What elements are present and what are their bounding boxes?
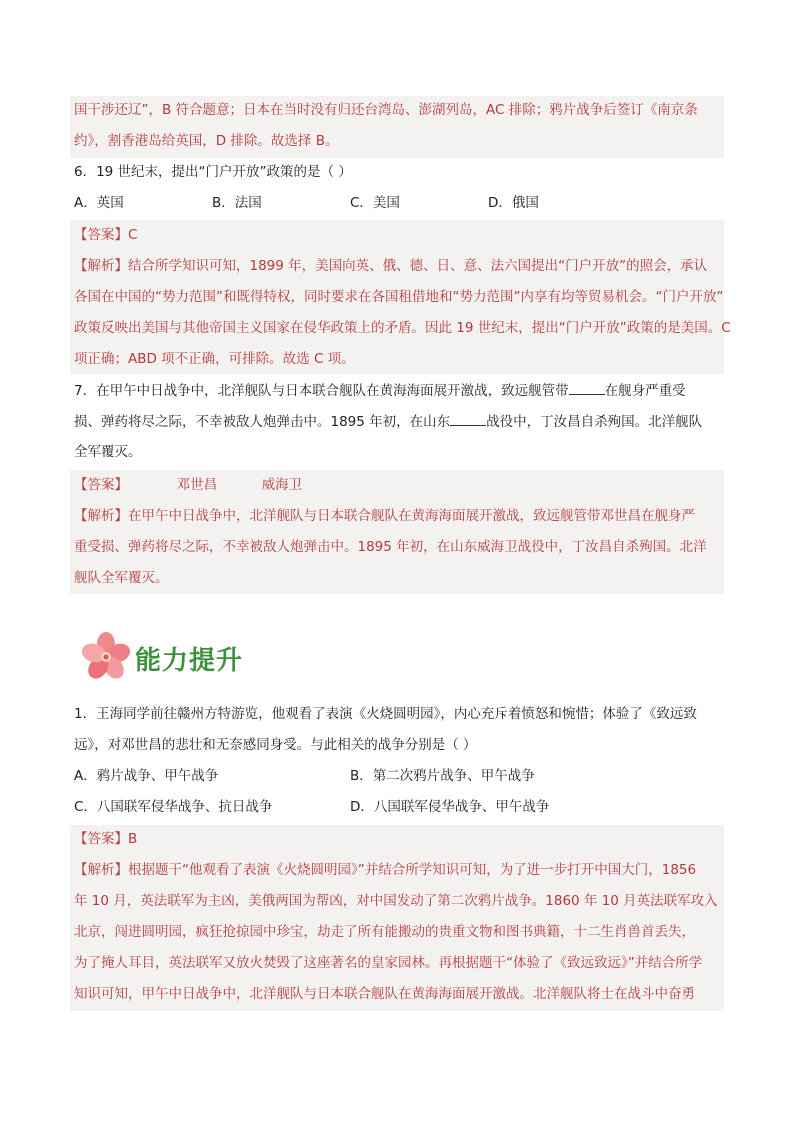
flower-icon (78, 629, 134, 685)
question-text: 战役中，丁汝昌自杀殉国。北洋舰队 (486, 414, 703, 430)
question-text: 损、弹药将尽之际，不幸被敌人炮弹击中。1895 年初，在山东 (74, 414, 451, 430)
option-b: B．法国 (212, 195, 262, 211)
analysis-line: 为了掩人耳目，英法联军又放火焚毁了这座著名的皇家园林。再根据题干“体验了《致远致远》”并结合所学 (74, 955, 703, 971)
question-6: 6．19 世纪末，提出“门户开放”政策的是（ ） (74, 164, 352, 180)
analysis-line: 政策反映出美国与其他帝国主义国家在侵华政策上的矛盾。因此 19 世纪末，提出“门户开放”政策的是美国。C (74, 320, 731, 336)
analysis-line: 各国在中国的“势力范围”和既得特权，同时要求在各国租借地和“势力范围”内享有均等贸易机会。“门户开放” (74, 289, 724, 305)
option-b: B．第二次鸦片战争、甲午战争 (350, 768, 535, 784)
question-1-line: 远》，对邓世昌的悲壮和无奈感同身受。与此相关的战争分别是（ ） (74, 737, 477, 753)
analysis-line: 国干涉还辽”，B 符合题意；日本在当时没有归还台湾岛、澎湖列岛，AC 排除；鸦片战争后签订《南京条 (74, 102, 698, 118)
option-a: A．鸦片战争、甲午战争 (74, 768, 219, 784)
fill-blank (450, 411, 486, 426)
analysis-line: 约》，割香港岛给英国，D 排除。故选择 B。 (74, 133, 339, 149)
analysis-line: 重受损、弹药将尽之际，不幸被敌人炮弹击中。1895 年初，在山东威海卫战役中，丁汝昌自杀殉国。北洋 (74, 539, 707, 555)
answer-value: 威海卫 (261, 477, 303, 493)
section-title: 能力提升 (135, 646, 244, 676)
fill-blank (569, 380, 605, 395)
answer-label: 【答案】C (74, 227, 138, 243)
analysis-line: 北京，闯进圆明园，疯狂抢掠园中珍宝，劫走了所有能搬动的贵重文物和图书典籍，十二生肖兽首丢失， (74, 924, 695, 940)
analysis-line: 年 10 月，英法联军为主凶，美俄两国为帮凶，对中国发动了第二次鸦片战争。1860 年 10 月英法联军攻入 (74, 893, 718, 909)
question-7-line: 全军覆灭。 (74, 444, 142, 460)
option-d: D．八国联军侵华战争、甲午战争 (350, 799, 550, 815)
analysis-line: 【解析】在甲午中日战争中，北洋舰队与日本联合舰队在黄海海面展开激战，致远舰管带邓世昌在舰身严 (74, 508, 695, 524)
option-c: C．美国 (350, 195, 400, 211)
question-1-line: 1．王海同学前往赣州方特游览，他观看了表演《火烧圆明园》，内心充斥着愤怒和惋惜；体验了《致远致 (74, 706, 697, 722)
question-7-line (74, 380, 686, 401)
answer-label: 【答案】 (74, 477, 128, 493)
question-text: 在舰身严重受 (604, 383, 686, 399)
analysis-line: 【解析】根据题干“他观看了表演《火烧圆明园》”并结合所学知识可知，为了进一步打开中国大门，1856 (74, 862, 697, 878)
answer-line (74, 475, 302, 495)
option-c: C．八国联军侵华战争、抗日战争 (74, 799, 273, 815)
analysis-line: 【解析】结合所学知识可知，1899 年，美国向英、俄、德、日、意、法六国提出“门户开放”的照会，承认 (74, 258, 708, 274)
option-d: D．俄国 (488, 195, 539, 211)
answer-value: 邓世昌 (176, 477, 218, 493)
answer-label: 【答案】B (74, 831, 138, 847)
option-a: A．英国 (74, 195, 124, 211)
question-7-line (74, 411, 702, 432)
analysis-line: 项正确；ABD 项不正确，可排除。故选 C 项。 (74, 351, 355, 367)
question-text: 7．在甲午中日战争中，北洋舰队与日本联合舰队在黄海海面展开激战，致远舰管带 (74, 383, 569, 399)
analysis-line: 知识可知，甲午中日战争中，北洋舰队与日本联合舰队在黄海海面展开激战。北洋舰队将士在战斗中奋勇 (74, 986, 695, 1002)
analysis-line: 舰队全军覆灭。 (74, 570, 169, 586)
